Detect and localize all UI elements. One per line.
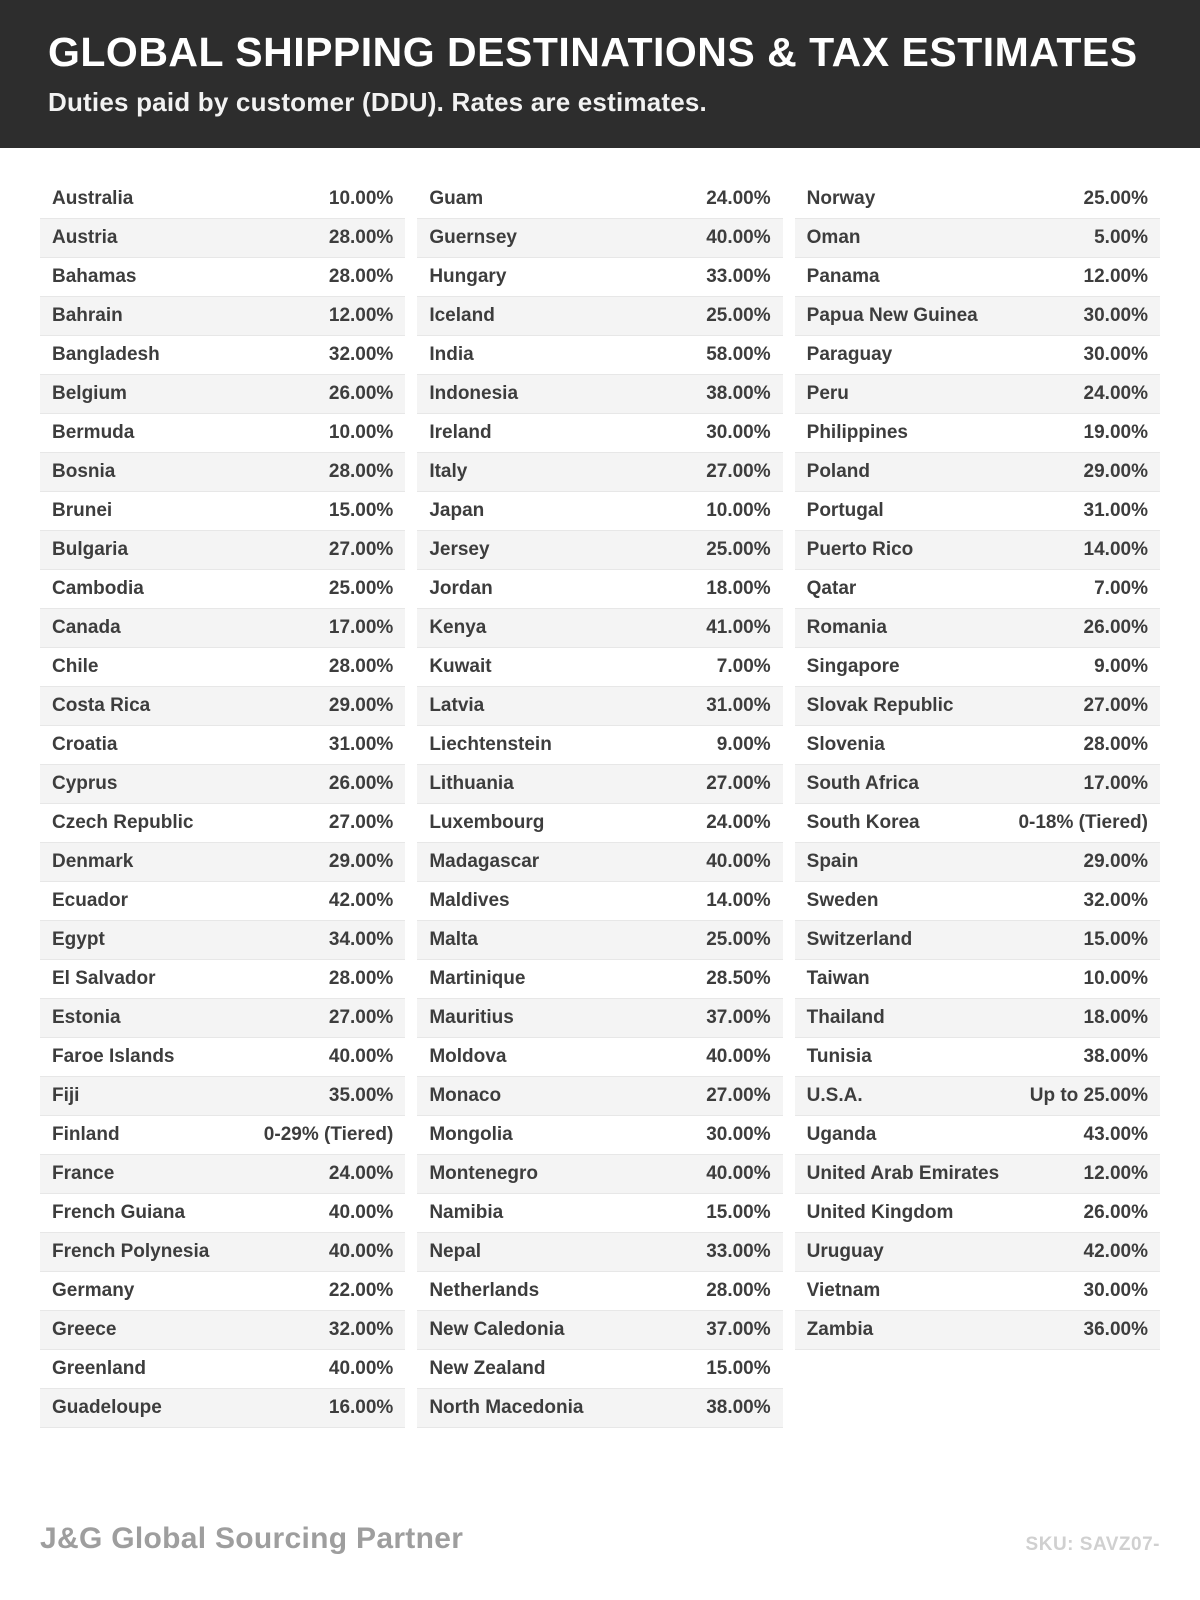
table-row (40, 687, 405, 726)
tax-rate: 15.00% (1083, 929, 1148, 950)
table-row (40, 570, 405, 609)
country-name: Costa Rica (52, 695, 151, 716)
country-name: Panama (806, 266, 880, 287)
table-row (417, 765, 782, 804)
tax-rate: 9.00% (716, 734, 771, 755)
table-row (417, 1077, 782, 1116)
tax-rate: 31.00% (328, 734, 394, 755)
table-row (417, 1155, 782, 1194)
tax-rate: 0-18% (Tiered) (1018, 812, 1148, 833)
country-name: Martinique (429, 968, 526, 989)
tax-rate: 30.00% (1083, 344, 1148, 365)
table-row (40, 1389, 405, 1428)
tax-rate: 27.00% (1083, 695, 1148, 716)
table-row (795, 336, 1160, 375)
table-row (417, 1194, 782, 1233)
table-row (795, 375, 1160, 414)
tax-rate: 29.00% (1083, 851, 1148, 872)
country-name: North Macedonia (429, 1397, 584, 1418)
table-row (795, 609, 1160, 648)
country-name: Greenland (52, 1358, 146, 1379)
country-name: Slovenia (806, 734, 885, 755)
country-name: Bangladesh (52, 344, 160, 365)
table-row (417, 297, 782, 336)
table-row (795, 804, 1160, 843)
tax-rate: 28.00% (328, 227, 394, 248)
country-name: Czech Republic (52, 812, 194, 833)
country-name: Spain (806, 851, 859, 872)
table-row (795, 258, 1160, 297)
tax-rate: 38.00% (706, 1397, 771, 1418)
country-name: Bahamas (52, 266, 137, 287)
brand-name: J&G Global Sourcing Partner (40, 1522, 464, 1555)
tax-rate: 18.00% (1083, 1007, 1148, 1028)
country-name: United Kingdom (806, 1202, 954, 1223)
tax-rate: 41.00% (706, 617, 771, 638)
tax-rate: 17.00% (328, 617, 394, 638)
country-name: Malta (429, 929, 478, 950)
table-row (40, 1194, 405, 1233)
tax-rate: 29.00% (1083, 461, 1148, 482)
page-header (0, 0, 1200, 148)
country-name: Taiwan (806, 968, 870, 989)
table-row (417, 1272, 782, 1311)
country-name: Zambia (806, 1319, 874, 1340)
table-row (417, 687, 782, 726)
country-name: Paraguay (806, 344, 893, 365)
table-row (40, 1116, 405, 1155)
table-row (40, 726, 405, 765)
country-name: Jersey (429, 539, 490, 560)
table-row (795, 1038, 1160, 1077)
table-row (40, 336, 405, 375)
tax-rate: 18.00% (706, 578, 771, 599)
table-row (417, 492, 782, 531)
tax-rate: 14.00% (1083, 539, 1148, 560)
country-name: Puerto Rico (806, 539, 914, 560)
tax-rate: 12.00% (1083, 1163, 1148, 1184)
tax-rate: 34.00% (328, 929, 394, 950)
country-name: Kuwait (429, 656, 492, 677)
country-name: Egypt (52, 929, 105, 950)
country-name: Belgium (52, 383, 127, 404)
table-row (795, 1194, 1160, 1233)
country-name: Austria (52, 227, 118, 248)
table-row (40, 453, 405, 492)
country-name: Latvia (429, 695, 485, 716)
table-row (40, 960, 405, 999)
table-row (40, 414, 405, 453)
table-row (40, 765, 405, 804)
table-row (417, 453, 782, 492)
table-row (40, 609, 405, 648)
tax-rate: 5.00% (1094, 227, 1148, 248)
tax-rate: 12.00% (1083, 266, 1148, 287)
table-row (417, 999, 782, 1038)
country-name: Fiji (52, 1085, 80, 1106)
tax-rate: 28.00% (328, 266, 394, 287)
country-name: Croatia (52, 734, 118, 755)
country-name: Portugal (806, 500, 884, 521)
country-name: Qatar (806, 578, 857, 599)
country-name: Thailand (806, 1007, 885, 1028)
table-row (40, 1038, 405, 1077)
page-subtitle: Duties paid by customer (DDU). Rates are estimates. (48, 87, 707, 118)
country-name: Sweden (806, 890, 879, 911)
country-name: Guam (429, 188, 484, 209)
tax-rate: 30.00% (706, 422, 771, 443)
tax-rate: 28.00% (328, 656, 394, 677)
table-row (795, 180, 1160, 219)
tax-rate: 32.00% (328, 1319, 394, 1340)
country-name: South Korea (806, 812, 920, 833)
table-row (795, 531, 1160, 570)
country-name: Slovak Republic (806, 695, 954, 716)
table-row (417, 219, 782, 258)
tax-rate: 28.00% (706, 1280, 771, 1301)
table-row (795, 882, 1160, 921)
country-name: Guadeloupe (52, 1397, 162, 1418)
country-name: Cambodia (52, 578, 144, 599)
country-name: U.S.A. (806, 1085, 863, 1106)
table-row (40, 219, 405, 258)
rate-column (40, 180, 405, 1428)
country-name: Vietnam (806, 1280, 881, 1301)
tax-rate: 24.00% (1083, 383, 1148, 404)
rates-table (0, 180, 1200, 1428)
country-name: New Caledonia (429, 1319, 565, 1340)
tax-rate: 42.00% (328, 890, 394, 911)
tax-rate: 12.00% (328, 305, 394, 326)
tax-rate: 10.00% (1083, 968, 1148, 989)
tax-rate: 24.00% (328, 1163, 394, 1184)
country-name: Moldova (429, 1046, 507, 1067)
table-row (417, 1116, 782, 1155)
tax-rate: 40.00% (328, 1202, 394, 1223)
tax-rate: 26.00% (328, 773, 394, 794)
country-name: Bosnia (52, 461, 116, 482)
table-row (40, 882, 405, 921)
country-name: Mongolia (429, 1124, 513, 1145)
table-row (40, 804, 405, 843)
country-name: Indonesia (429, 383, 519, 404)
table-row (795, 1272, 1160, 1311)
tax-rate: 28.50% (706, 968, 771, 989)
country-name: Bermuda (52, 422, 135, 443)
table-row (417, 336, 782, 375)
tax-rate: 27.00% (706, 1085, 771, 1106)
country-name: Jordan (429, 578, 493, 599)
tax-rate: 40.00% (706, 227, 771, 248)
table-row (795, 414, 1160, 453)
table-row (40, 492, 405, 531)
country-name: New Zealand (429, 1358, 546, 1379)
tax-rate: 14.00% (706, 890, 771, 911)
country-name: Greece (52, 1319, 117, 1340)
tax-rate: 25.00% (328, 578, 394, 599)
country-name: Switzerland (806, 929, 913, 950)
tax-rate: 0-29% (Tiered) (263, 1124, 394, 1145)
table-row (417, 726, 782, 765)
tax-rate: 16.00% (328, 1397, 394, 1418)
table-row (795, 1116, 1160, 1155)
tax-rate: 37.00% (706, 1007, 771, 1028)
country-name: Bahrain (52, 305, 123, 326)
tax-rate: 38.00% (1083, 1046, 1148, 1067)
country-name: Germany (52, 1280, 135, 1301)
country-name: Monaco (429, 1085, 502, 1106)
tax-rate: 28.00% (328, 461, 394, 482)
tax-rate: 40.00% (328, 1358, 394, 1379)
table-row (795, 960, 1160, 999)
table-row (417, 258, 782, 297)
tax-rate: 17.00% (1083, 773, 1148, 794)
table-row (417, 375, 782, 414)
table-row (795, 687, 1160, 726)
country-name: Luxembourg (429, 812, 545, 833)
tax-rate: 33.00% (706, 266, 771, 287)
country-name: Netherlands (429, 1280, 540, 1301)
country-name: France (52, 1163, 115, 1184)
table-row (417, 843, 782, 882)
tax-rate: 27.00% (328, 539, 394, 560)
country-name: India (429, 344, 474, 365)
table-row (417, 414, 782, 453)
table-row (795, 1311, 1160, 1350)
country-name: South Africa (806, 773, 919, 794)
table-row (417, 1311, 782, 1350)
table-row (417, 882, 782, 921)
country-name: Denmark (52, 851, 134, 872)
tax-rate: 9.00% (1094, 656, 1148, 677)
table-row (40, 258, 405, 297)
country-name: Iceland (429, 305, 495, 326)
country-name: Guernsey (429, 227, 517, 248)
page-title: GLOBAL SHIPPING DESTINATIONS & TAX ESTIMATES (48, 28, 1138, 75)
table-row (795, 492, 1160, 531)
table-row (795, 648, 1160, 687)
tax-rate: 26.00% (328, 383, 394, 404)
country-name: Peru (806, 383, 849, 404)
tax-rate: 58.00% (706, 344, 771, 365)
table-row (417, 531, 782, 570)
country-name: Uruguay (806, 1241, 884, 1262)
tax-rate: 25.00% (1083, 188, 1148, 209)
country-name: Japan (429, 500, 485, 521)
table-row (795, 765, 1160, 804)
country-name: Liechtenstein (429, 734, 552, 755)
tax-rate: 40.00% (328, 1241, 394, 1262)
country-name: Cyprus (52, 773, 118, 794)
tax-rate: 35.00% (328, 1085, 394, 1106)
country-name: Oman (806, 227, 861, 248)
tax-rate: Up to 25.00% (1029, 1085, 1148, 1106)
country-name: Australia (52, 188, 134, 209)
tax-rate: 26.00% (1083, 617, 1148, 638)
tax-rate: 31.00% (706, 695, 771, 716)
rate-column (795, 180, 1160, 1350)
tax-rate: 7.00% (1094, 578, 1148, 599)
table-row (40, 1272, 405, 1311)
tax-rate: 25.00% (706, 539, 771, 560)
table-row (417, 570, 782, 609)
country-name: Montenegro (429, 1163, 539, 1184)
country-name: Uganda (806, 1124, 877, 1145)
table-row (795, 453, 1160, 492)
table-row (417, 180, 782, 219)
country-name: Namibia (429, 1202, 504, 1223)
table-row (795, 1233, 1160, 1272)
table-row (40, 648, 405, 687)
tax-rate: 26.00% (1083, 1202, 1148, 1223)
tax-rate: 19.00% (1083, 422, 1148, 443)
country-name: Brunei (52, 500, 113, 521)
country-name: Norway (806, 188, 876, 209)
table-row (417, 609, 782, 648)
table-row (417, 1233, 782, 1272)
tax-rate: 30.00% (706, 1124, 771, 1145)
table-row (795, 570, 1160, 609)
tax-rate: 32.00% (1083, 890, 1148, 911)
tax-rate: 28.00% (328, 968, 394, 989)
table-row (795, 726, 1160, 765)
table-row (795, 999, 1160, 1038)
tax-rate: 33.00% (706, 1241, 771, 1262)
table-row (417, 804, 782, 843)
sku-label: SKU: SAVZ07- (1025, 1534, 1160, 1555)
country-name: Kenya (429, 617, 487, 638)
tax-rate: 27.00% (328, 812, 394, 833)
table-row (40, 921, 405, 960)
country-name: Nepal (429, 1241, 482, 1262)
tax-rate: 30.00% (1083, 1280, 1148, 1301)
table-row (795, 921, 1160, 960)
table-row (40, 1233, 405, 1272)
rate-column (417, 180, 782, 1428)
table-row (795, 1077, 1160, 1116)
table-row (417, 960, 782, 999)
tax-rate: 7.00% (716, 656, 771, 677)
country-name: Ireland (429, 422, 492, 443)
country-name: Madagascar (429, 851, 540, 872)
country-name: Finland (52, 1124, 120, 1145)
table-row (795, 843, 1160, 882)
country-name: Singapore (806, 656, 900, 677)
tax-rate: 31.00% (1083, 500, 1148, 521)
tax-rate: 25.00% (706, 305, 771, 326)
tax-rate: 10.00% (328, 188, 394, 209)
table-row (40, 1155, 405, 1194)
table-row (40, 531, 405, 570)
country-name: Philippines (806, 422, 909, 443)
table-row (417, 1389, 782, 1428)
table-row (40, 1350, 405, 1389)
table-row (795, 219, 1160, 258)
tax-rate: 15.00% (706, 1358, 771, 1379)
tax-rate: 15.00% (706, 1202, 771, 1223)
country-name: Bulgaria (52, 539, 129, 560)
tax-rate: 24.00% (706, 188, 771, 209)
tax-rate: 27.00% (706, 773, 771, 794)
table-row (795, 1155, 1160, 1194)
tax-rate: 37.00% (706, 1319, 771, 1340)
tax-rate: 29.00% (328, 851, 394, 872)
table-row (40, 375, 405, 414)
tax-rate: 15.00% (328, 500, 394, 521)
tax-rate: 29.00% (328, 695, 394, 716)
country-name: Poland (806, 461, 870, 482)
tax-rate: 40.00% (706, 1046, 771, 1067)
tax-rate: 43.00% (1083, 1124, 1148, 1145)
tax-rate: 10.00% (706, 500, 771, 521)
country-name: Papua New Guinea (806, 305, 978, 326)
tax-rate: 27.00% (328, 1007, 394, 1028)
tax-rate: 40.00% (706, 851, 771, 872)
tax-rate: 42.00% (1083, 1241, 1148, 1262)
tax-rate: 40.00% (328, 1046, 394, 1067)
country-name: French Polynesia (52, 1241, 210, 1262)
tax-rate: 32.00% (328, 344, 394, 365)
tax-rate: 38.00% (706, 383, 771, 404)
tax-rate: 40.00% (706, 1163, 771, 1184)
country-name: Hungary (429, 266, 507, 287)
country-name: United Arab Emirates (806, 1163, 1000, 1184)
country-name: Chile (52, 656, 99, 677)
table-row (795, 297, 1160, 336)
country-name: Estonia (52, 1007, 121, 1028)
page-footer (0, 1522, 1200, 1600)
tax-rate: 30.00% (1083, 305, 1148, 326)
country-name: Canada (52, 617, 121, 638)
country-name: Maldives (429, 890, 510, 911)
tax-rate: 22.00% (328, 1280, 394, 1301)
country-name: Faroe Islands (52, 1046, 175, 1067)
country-name: El Salvador (52, 968, 156, 989)
table-row (40, 843, 405, 882)
table-row (40, 1077, 405, 1116)
country-name: Mauritius (429, 1007, 514, 1028)
table-row (417, 1350, 782, 1389)
table-row (417, 921, 782, 960)
country-name: French Guiana (52, 1202, 186, 1223)
table-row (40, 1311, 405, 1350)
table-row (40, 297, 405, 336)
table-row (40, 180, 405, 219)
table-row (417, 1038, 782, 1077)
tax-rate: 24.00% (706, 812, 771, 833)
table-row (417, 648, 782, 687)
country-name: Ecuador (52, 890, 129, 911)
tax-rate: 10.00% (328, 422, 394, 443)
table-row (40, 999, 405, 1038)
tax-rate: 25.00% (706, 929, 771, 950)
country-name: Romania (806, 617, 887, 638)
tax-rate: 28.00% (1083, 734, 1148, 755)
country-name: Italy (429, 461, 468, 482)
country-name: Lithuania (429, 773, 514, 794)
tax-rate: 27.00% (706, 461, 771, 482)
country-name: Tunisia (806, 1046, 872, 1067)
tax-rate: 36.00% (1083, 1319, 1148, 1340)
